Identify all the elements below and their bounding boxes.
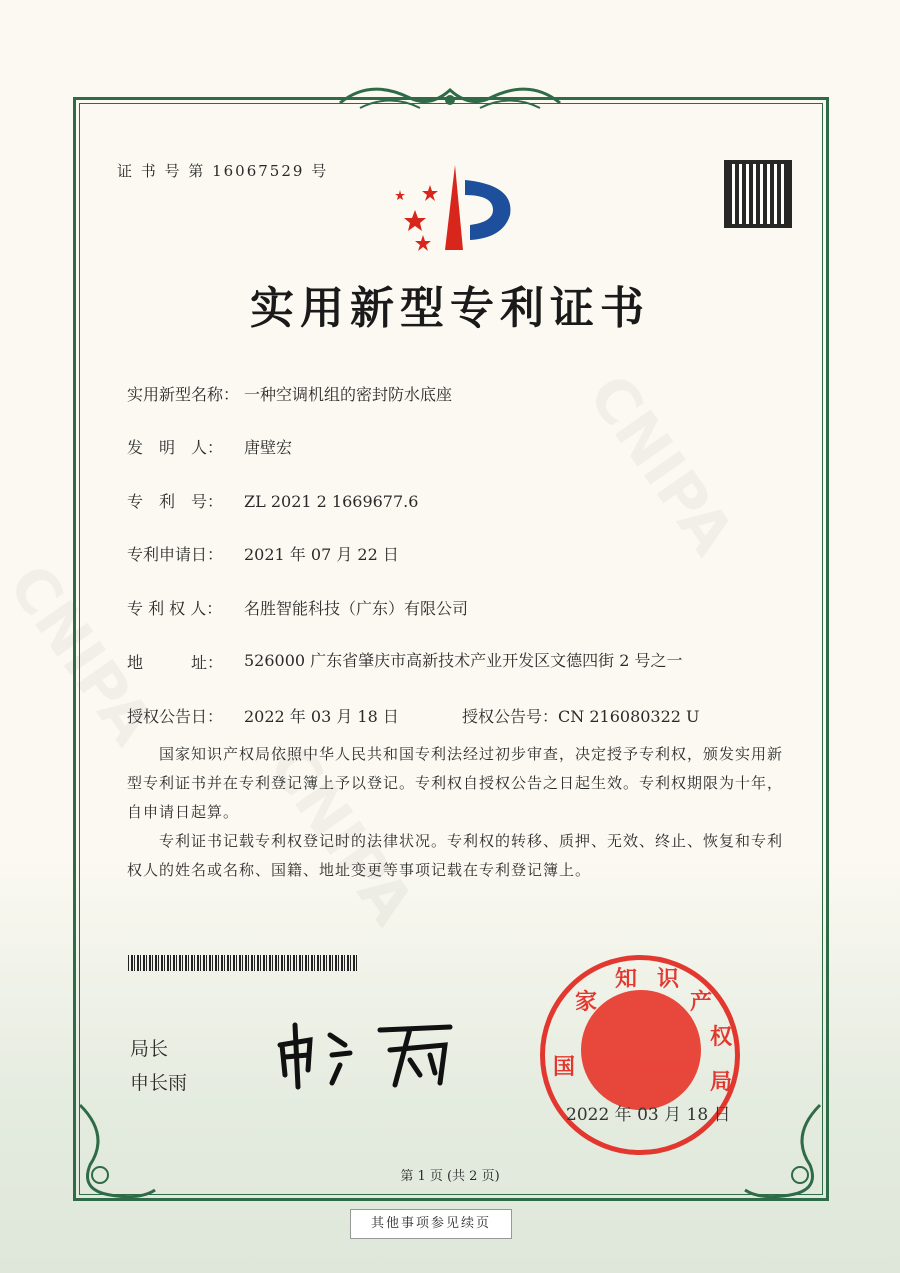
- national-emblem: [581, 990, 701, 1110]
- signatory-name: 申长雨: [130, 1072, 188, 1094]
- corner-ornament: [740, 1095, 830, 1205]
- field-application-date: 专利申请日： 2021 年 07 月 22 日: [127, 545, 399, 564]
- statement-paragraph: 国家知识产权局依照中华人民共和国专利法经过初步审查，决定授予专利权，颁发实用新型专利证书并在专利登记簿上予以登记。专利权自授权公告之日起生效。专利权期限为十年，自申请日起算。: [127, 745, 784, 821]
- continued-note: 其他事项参见续页: [350, 1209, 512, 1239]
- certificate-number: 证 书 号 第 16067529 号: [117, 162, 329, 180]
- page-indicator: 第 1 页 (共 2 页): [400, 1169, 500, 1184]
- cnipa-logo: [385, 160, 525, 255]
- field-patentee: 专 利 权 人： 名胜智能科技（广东）有限公司: [127, 599, 469, 618]
- handwritten-signature: [270, 1015, 470, 1090]
- top-ornament: [330, 78, 570, 118]
- field-utility-model-name: 实用新型名称： 一种空调机组的密封防水底座: [127, 385, 453, 404]
- qr-code: [724, 160, 792, 228]
- official-seal: 国 家 知 识 产 权 局: [540, 955, 740, 1155]
- field-inventor: 发 明 人： 唐壁宏: [127, 438, 293, 457]
- field-address: 地 址： 526000 广东省肇庆市高新技术产业开发区文德四街 2 号之一: [127, 651, 683, 672]
- field-grant-date: 授权公告日： 2022 年 03 月 18 日: [127, 707, 399, 726]
- seal-date: 2022 年 03 月 18 日: [566, 1105, 731, 1125]
- statement-paragraph: 专利证书记载专利权登记时的法律状况。专利权的转移、质押、无效、终止、恢复和专利权人的姓名或名称、国籍、地址变更等事项记载在专利登记簿上。: [127, 832, 784, 879]
- corner-ornament: [70, 1095, 160, 1205]
- barcode: [128, 955, 358, 971]
- field-patent-number: 专 利 号： ZL 2021 2 1669677.6: [127, 492, 419, 511]
- signatory-title: 局长: [130, 1038, 169, 1060]
- certificate-title: 实用新型专利证书: [250, 283, 650, 334]
- field-grant-number: 授权公告号：CN 216080322 U: [462, 707, 700, 726]
